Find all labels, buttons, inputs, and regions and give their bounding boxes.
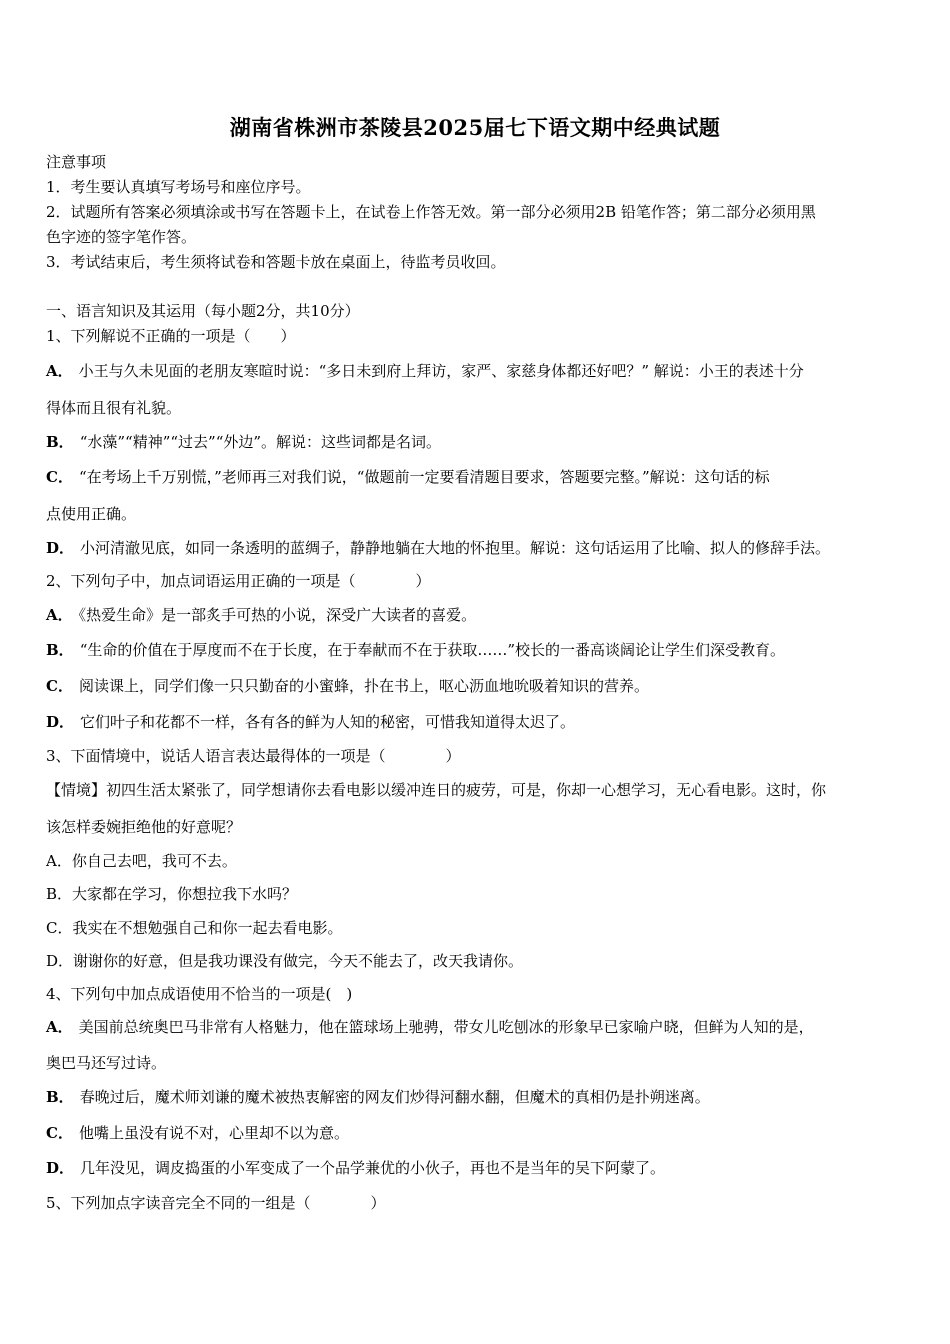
q1-option-c-cont: 点使用正确。: [46, 505, 137, 523]
option-label: D．: [46, 713, 75, 731]
option-label: B．: [46, 641, 74, 659]
section-heading: 一、语言知识及其运用（每小题2分，共10分）: [46, 302, 360, 320]
notice-item-1: 1．考生要认真填写考场号和座位序号。: [46, 178, 311, 196]
q1-option-d: [46, 538, 830, 558]
option-label: C．: [46, 677, 73, 695]
option-text: 他嘴上虽没有说不对，心里却不以为意。: [78, 1124, 349, 1142]
page-title: 湖南省株洲市茶陵县2025届七下语文期中经典试题: [229, 115, 721, 140]
q2-stem: 2、下列句子中，加点词语运用正确的一项是（ ）: [46, 572, 431, 590]
q4-option-a: [46, 1017, 814, 1037]
notice-item-2: 2．试题所有答案必须填涂或书写在答题卡上，在试卷上作答无效。第一部分必须用2B 铅笔作答；第二部分必须用黑: [46, 203, 816, 221]
option-label: B．: [46, 1088, 74, 1106]
q5-stem: 5、下列加点字读音完全不同的一组是（ ）: [46, 1194, 386, 1212]
q2-option-a: [46, 605, 476, 625]
option-text: “在考场上千万别慌，”老师再三对我们说，“做题前一定要看清题目要求，答题要完整。”解说：这句话的标: [78, 468, 770, 486]
option-label: D．: [46, 1159, 75, 1177]
option-text: 《热爱生命》是一部炙手可热的小说，深受广大读者的喜爱。: [78, 606, 477, 624]
option-text: 小王与久未见面的老朋友寒暄时说：“多日未到府上拜访，家严、家慈身体都还好吧？” 解说：小王的表述十分: [78, 362, 804, 380]
q2-option-b: [46, 640, 785, 660]
q3-context: 【情境】初四生活太紧张了，同学想请你去看电影以缓冲连日的疲劳，可是，你却一心想学习，无心看电影。这时，你: [46, 781, 827, 799]
notice-item-2-cont: 色字迹的签字笔作答。: [46, 228, 197, 246]
q1-stem: 1、下列解说不正确的一项是（ ）: [46, 327, 296, 345]
option-text: 阅读课上，同学们像一只只勤奋的小蜜蜂，扑在书上，呕心沥血地吮吸着知识的营养。: [78, 677, 649, 695]
q3-option-c: C．我实在不想勉强自己和你一起去看电影。: [46, 919, 343, 937]
option-text: “水藻”“精神”“过去”“外边”。解说：这些词都是名词。: [79, 433, 442, 451]
option-label: C．: [46, 468, 73, 486]
q1-option-a-cont: 得体而且很有礼貌。: [46, 399, 182, 417]
q4-stem: 4、下列句中加点成语使用不恰当的一项是( ): [46, 985, 353, 1003]
notice-heading: 注意事项: [46, 153, 107, 171]
q1-option-c: [46, 467, 770, 487]
q3-option-d: D．谢谢你的好意，但是我功课没有做完，今天不能去了，改天我请你。: [46, 952, 524, 970]
q4-option-b: [46, 1087, 710, 1107]
q4-option-d: [46, 1158, 665, 1178]
notice-item-3: 3．考试结束后，考生须将试卷和答题卡放在桌面上，待监考员收回。: [46, 253, 506, 271]
q1-option-a: [46, 361, 804, 381]
q3-option-a: A．你自己去吧，我可不去。: [46, 852, 237, 870]
q4-option-c: [46, 1123, 349, 1143]
option-label: A．: [46, 606, 73, 624]
option-label: A．: [46, 362, 73, 380]
q2-option-c: [46, 676, 649, 696]
option-label: C．: [46, 1124, 73, 1142]
option-text: “生命的价值在于厚度而不在于长度，在于奉献而不在于获取……”校长的一番高谈阔论让学生们深受教育。: [79, 641, 786, 659]
q3-stem: 3、下面情境中，说话人语言表达最得体的一项是（ ）: [46, 747, 461, 765]
q1-option-b: [46, 432, 441, 452]
option-text: 小河清澈见底，如同一条透明的蓝绸子，静静地躺在大地的怀抱里。解说：这句话运用了比喻、拟人的修辞手法。: [80, 539, 831, 557]
q2-option-d: [46, 712, 575, 732]
q3-option-b: B．大家都在学习，你想拉我下水吗？: [46, 885, 298, 903]
option-label: B．: [46, 433, 74, 451]
q4-option-a-cont: 奥巴马还写过诗。: [46, 1054, 167, 1072]
option-text: 它们叶子和花都不一样，各有各的鲜为人知的秘密，可惜我知道得太迟了。: [80, 713, 576, 731]
option-text: 春晚过后，魔术师刘谦的魔术被热衷解密的网友们炒得河翻水翻，但魔术的真相仍是扑朔迷离。: [79, 1088, 710, 1106]
option-text: 几年没见，调皮捣蛋的小军变成了一个品学兼优的小伙子，再也不是当年的吴下阿蒙了。: [80, 1159, 666, 1177]
option-label: A．: [46, 1018, 73, 1036]
q3-context-cont: 该怎样委婉拒绝他的好意呢？: [46, 818, 242, 836]
option-label: D．: [46, 539, 75, 557]
option-text: 美国前总统奥巴马非常有人格魅力，他在篮球场上驰骋，带女儿吃刨冰的形象早已家喻户晓，但鲜为人知的是，: [78, 1018, 814, 1036]
